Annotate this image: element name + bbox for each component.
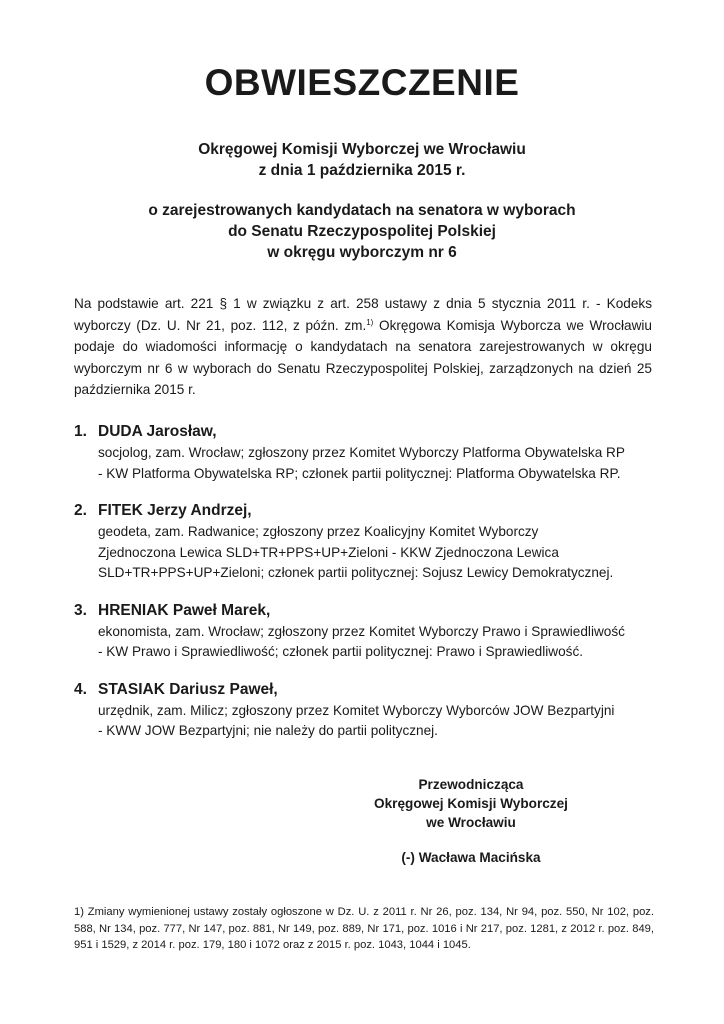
candidate-item (74, 422, 674, 484)
candidate-name: HRENIAK Paweł Marek, (98, 601, 271, 619)
candidate-heading (74, 680, 674, 700)
candidate-description-line: geodeta, zam. Radwanice; zgłoszony przez Koalicyjny Komitet Wyborczy (98, 524, 539, 539)
subject-line: w okręgu wyborczym nr 6 (267, 244, 457, 261)
candidate-item (74, 501, 674, 584)
signature-role-line: we Wrocławiu (426, 815, 516, 830)
candidate-heading (74, 601, 674, 621)
candidate-description-line: - KWW JOW Bezpartyjni; nie należy do partii politycznej. (98, 723, 438, 738)
candidate-number: 3. (74, 601, 87, 619)
candidate-name: STASIAK Dariusz Paweł, (98, 680, 278, 698)
candidate-heading (74, 501, 674, 521)
issuer-block (0, 139, 724, 181)
candidate-description-line: ekonomista, zam. Wrocław; zgłoszony przez Komitet Wyborczy Prawo i Sprawiedliwość (98, 623, 625, 639)
footnote-reference: 1) (366, 317, 374, 327)
candidate-description-line: SLD+TR+PPS+UP+Zieloni; członek partii politycznej: Sojusz Lewicy Demokratycznej. (98, 565, 614, 580)
candidate-description (98, 443, 674, 484)
candidate-description (98, 622, 674, 663)
candidate-number: 4. (74, 680, 87, 698)
candidate-heading (74, 422, 674, 442)
intro-paragraph (74, 293, 652, 401)
candidate-item (74, 601, 674, 663)
intro-text: Na podstawie art. 221 § 1 w związku z art. 258 ustawy z dnia 5 stycznia 2011 r. - Kodeks wyborczy (Dz. U. Nr 21, poz. 112, z późn. zm. (74, 296, 652, 333)
candidate-number: 2. (74, 502, 87, 519)
subject-line: do Senatu Rzeczypospolitej Polskiej (228, 223, 496, 240)
candidate-description-line: - KW Platforma Obywatelska RP; członek partii politycznej: Platforma Obywatelska RP. (98, 465, 621, 481)
signature-role-line: Przewodnicząca (418, 777, 524, 792)
issue-date-line: z dnia 1 października 2015 r. (258, 162, 466, 179)
document-title: OBWIESZCZENIE (204, 62, 520, 103)
candidate-item (74, 680, 674, 742)
candidate-description-line: urzędnik, zam. Milicz; zgłoszony przez Komitet Wyborczy Wyborców JOW Bezpartyjni (98, 702, 615, 718)
signer-name: (-) Wacława Macińska (401, 850, 541, 865)
intro-text: Okręgowa Komisja Wyborcza we Wrocławiu podaje do wiadomości informację o kandydatach na senatora zarejestrowanych w okręgu wyborczym nr 6 w wyborach do Senatu Rzeczypospolitej Polskiej, zarządzonych na dzień 25 października 2015 r. (74, 317, 652, 397)
issuer-line: Okręgowej Komisji Wyborczej we Wrocławiu (198, 141, 526, 158)
candidate-description-line: socjolog, zam. Wrocław; zgłoszony przez Komitet Wyborczy Platforma Obywatelska RP (98, 445, 625, 460)
candidate-name: FITEK Jerzy Andrzej, (98, 502, 252, 519)
candidate-number: 1. (74, 423, 87, 440)
candidate-list (74, 422, 674, 742)
candidate-description-line: - KW Prawo i Sprawiedliwość; członek partii politycznej: Prawo i Sprawiedliwość. (98, 644, 584, 659)
subject-block (0, 200, 724, 263)
candidate-description (98, 522, 674, 584)
candidate-description (98, 701, 674, 742)
signature-role-line: Okręgowej Komisji Wyborczej (374, 796, 568, 811)
signature-block (306, 775, 636, 867)
footnote: 1) Zmiany wymienionej ustawy zostały ogłoszone w Dz. U. z 2011 r. Nr 26, poz. 134, Nr 94, poz. 550, Nr 102, poz. 588, Nr 134, poz. 777, Nr 147, poz. 881, Nr 149, poz. 889, Nr 171, poz. 1016 i Nr 217, poz. 1281, z 2012 r. poz. 849, 951 i 1529, z 2014 r. poz. 179, 180 i 1072 oraz z 2015 r. poz. 1043, 1044 i 1045. (74, 906, 654, 951)
candidate-description-line: Zjednoczona Lewica SLD+TR+PPS+UP+Zieloni - KKW Zjednoczona Lewica (98, 544, 559, 560)
subject-line: o zarejestrowanych kandydatach na senatora w wyborach (148, 202, 576, 219)
candidate-name: DUDA Jarosław, (98, 423, 217, 440)
